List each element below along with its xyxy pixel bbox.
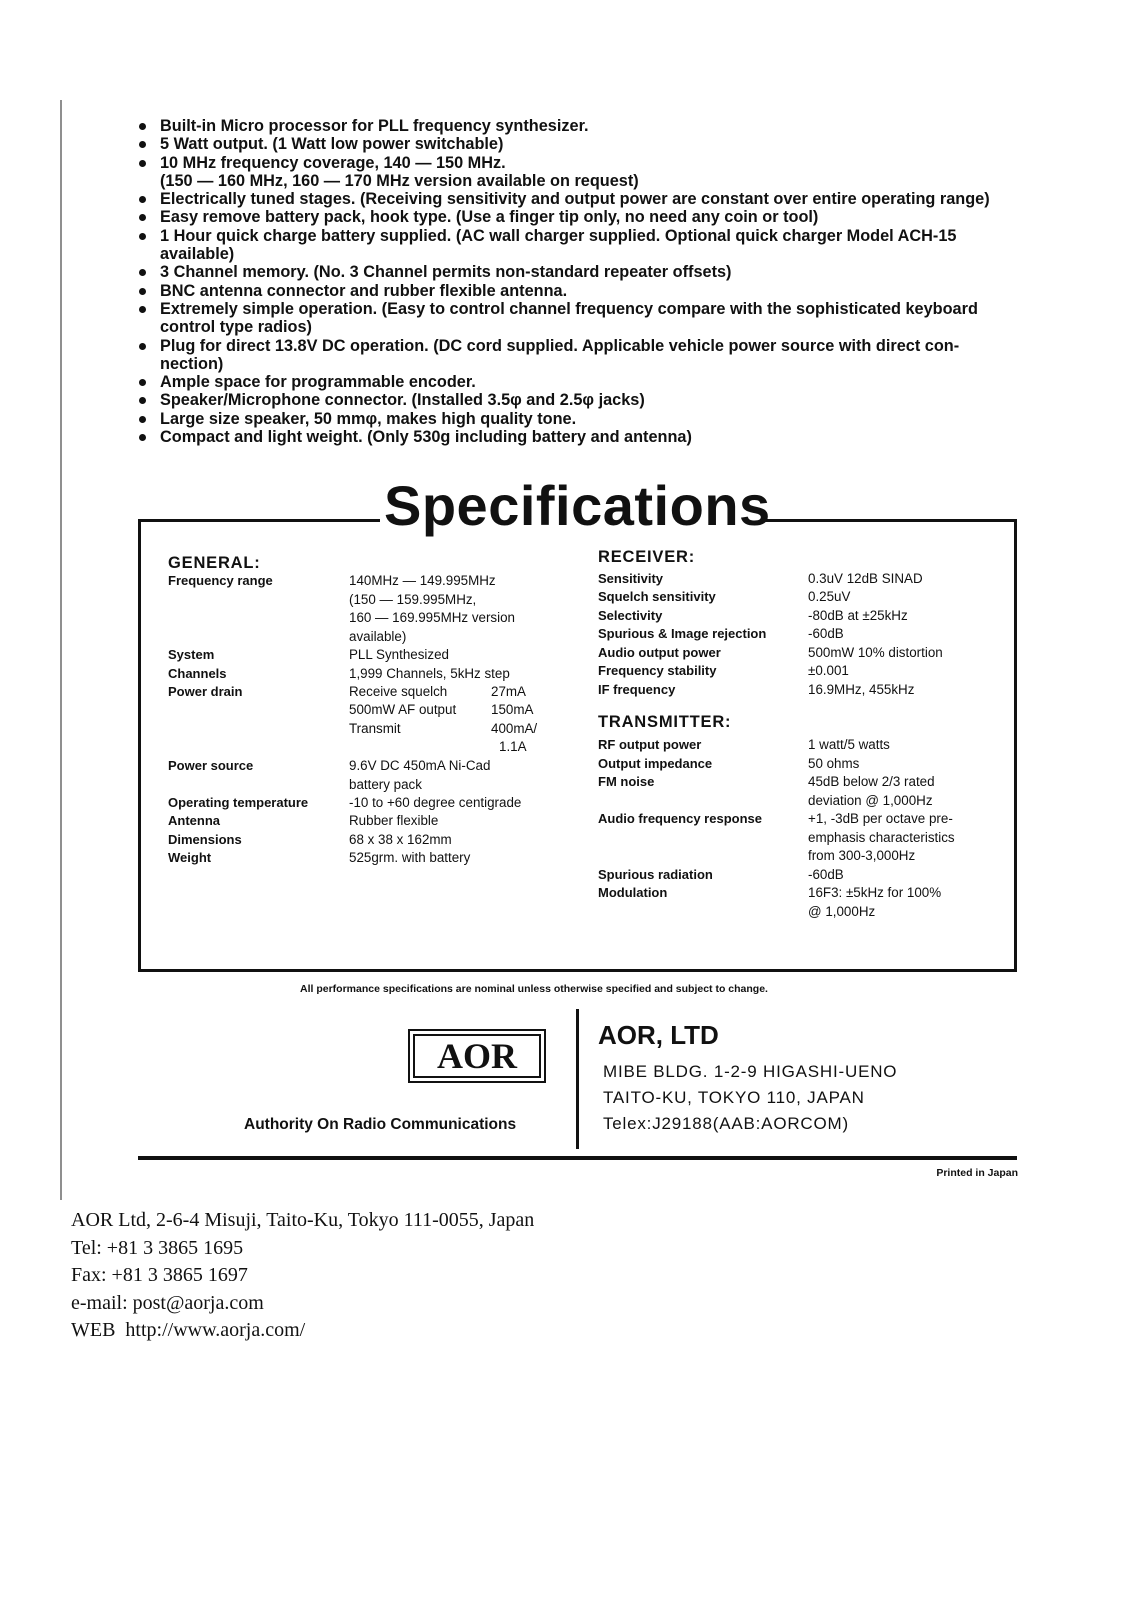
feature-item: Electrically tuned stages. (Receiving sensitivity and output power are constant over entire operating range) <box>137 190 1032 208</box>
spec-value: PLL Synthesized <box>349 647 449 662</box>
power-drain-value: 1.1A <box>499 739 527 754</box>
receiver-heading: RECEIVER: <box>598 548 696 566</box>
aor-logo <box>408 1029 546 1083</box>
feature-item: BNC antenna connector and rubber flexible antenna. <box>137 282 1032 300</box>
feature-item-continuation: available) <box>160 245 235 264</box>
spec-value: 50 ohms <box>808 756 860 771</box>
feature-item: Extremely simple operation. (Easy to control channel frequency compare with the sophisticated keyboard <box>137 300 1032 318</box>
spec-value: ±0.001 <box>808 663 849 678</box>
spec-label: Frequency stability <box>598 663 717 678</box>
spec-label: Power source <box>168 758 254 773</box>
contact-fax: Fax: +81 3 3865 1697 <box>71 1264 248 1286</box>
power-drain-value: 27mA <box>491 684 526 699</box>
spec-value: -60dB <box>808 867 844 882</box>
spec-label: Power drain <box>168 684 243 699</box>
spec-value: Rubber flexible <box>349 813 439 828</box>
spec-label: Output impedance <box>598 756 713 771</box>
spec-label: IF frequency <box>598 682 676 697</box>
feature-item: Large size speaker, 50 mmφ, makes high quality tone. <box>137 410 1032 428</box>
page-margin-line <box>60 100 62 1200</box>
spec-value: -80dB at ±25kHz <box>808 608 908 623</box>
general-heading: GENERAL: <box>168 554 261 572</box>
spec-value: 68 x 38 x 162mm <box>349 832 452 847</box>
spec-value: 0.25uV <box>808 589 851 604</box>
spec-value: 1,999 Channels, 5kHz step <box>349 666 510 681</box>
bottom-rule <box>138 1156 1017 1160</box>
feature-item-continuation: (150 — 160 MHz, 160 — 170 MHz version available on request) <box>160 171 639 190</box>
contact-web[interactable]: WEB http://www.aorja.com/ <box>71 1319 306 1341</box>
power-drain-name: Transmit <box>349 721 401 736</box>
spec-value: 16.9MHz, 455kHz <box>808 682 915 697</box>
spec-label: Audio frequency response <box>598 811 762 826</box>
spec-value: 140MHz — 149.995MHz (150 — 159.995MHz, 160 — 169.995MHz version available) <box>349 573 515 644</box>
spec-label: Antenna <box>168 813 220 828</box>
power-drain-name: 500mW AF output <box>349 702 457 717</box>
logo-divider <box>576 1009 579 1149</box>
company-address-line: MIBE BLDG. 1-2-9 HIGASHI-UENO <box>603 1062 898 1081</box>
spec-value: -60dB <box>808 626 844 641</box>
feature-item-continuation: control type radios) <box>160 318 312 337</box>
contact-email[interactable]: e-mail: post@aorja.com <box>71 1291 264 1314</box>
spec-label: Operating temperature <box>168 795 309 810</box>
spec-label: Modulation <box>598 885 668 900</box>
spec-label: Dimensions <box>168 832 242 847</box>
contact-address: AOR Ltd, 2-6-4 Misuji, Taito-Ku, Tokyo 111-0055, Japan <box>71 1209 535 1231</box>
feature-item: Built-in Micro processor for PLL frequency synthesizer. <box>137 117 1032 135</box>
contact-tel: Tel: +81 3 3865 1695 <box>71 1236 244 1259</box>
spec-label: Squelch sensitivity <box>598 589 716 604</box>
feature-item: 1 Hour quick charge battery supplied. (AC wall charger supplied. Optional quick charger Model ACH-15 <box>137 227 1032 245</box>
feature-item: 10 MHz frequency coverage, 140 — 150 MHz. <box>137 154 1032 172</box>
company-address-line: TAITO-KU, TOKYO 110, JAPAN <box>603 1088 865 1107</box>
receiver-transmitter-section <box>598 548 1008 938</box>
spec-label: System <box>168 647 215 662</box>
company-name: AOR, LTD <box>598 1020 719 1050</box>
spec-value: 0.3uV 12dB SINAD <box>808 571 923 586</box>
feature-item: Easy remove battery pack, hook type. (Use a finger tip only, no need any coin or tool) <box>137 208 1032 226</box>
feature-item: Speaker/Microphone connector. (Installed 3.5φ and 2.5φ jacks) <box>137 391 1032 409</box>
contact-block <box>71 1207 534 1345</box>
spec-value: 16F3: ±5kHz for 100% @ 1,000Hz <box>808 885 942 919</box>
company-tagline: Authority On Radio Communications <box>244 1116 517 1133</box>
feature-item: Ample space for programmable encoder. <box>137 373 1032 391</box>
spec-label: Sensitivity <box>598 571 664 586</box>
specifications-title: Specifications <box>384 474 771 537</box>
spec-label: Spurious & Image rejection <box>598 626 767 641</box>
spec-value: 525grm. with battery <box>349 850 471 865</box>
spec-label: Weight <box>168 850 212 865</box>
spec-value: 1 watt/5 watts <box>808 737 890 752</box>
aor-logo-text: AOR <box>413 1034 541 1078</box>
company-telex: Telex:J29188(AAB:AORCOM) <box>603 1114 849 1133</box>
spec-value: 500mW 10% distortion <box>808 645 943 660</box>
spec-label: Audio output power <box>598 645 721 660</box>
power-drain-name: Receive squelch <box>349 684 448 699</box>
power-drain-value: 400mA/ <box>491 721 538 736</box>
transmitter-heading: TRANSMITTER: <box>598 713 732 731</box>
spec-label: Selectivity <box>598 608 663 623</box>
feature-item-continuation: nection) <box>160 354 224 373</box>
spec-value: 9.6V DC 450mA Ni-Cad battery pack <box>349 758 491 792</box>
spec-label: Spurious radiation <box>598 867 713 882</box>
general-section <box>168 554 568 874</box>
feature-item: 5 Watt output. (1 Watt low power switchable) <box>137 135 1032 153</box>
feature-item: Compact and light weight. (Only 530g including battery and antenna) <box>137 428 1032 446</box>
spec-label: Channels <box>168 666 227 681</box>
spec-footnote: All performance specifications are nominal unless otherwise specified and subject to change. <box>300 983 768 995</box>
spec-value: 45dB below 2/3 rated deviation @ 1,000Hz <box>808 774 935 808</box>
spec-label: Frequency range <box>168 573 273 588</box>
spec-label: FM noise <box>598 774 655 789</box>
spec-value: -10 to +60 degree centigrade <box>349 795 522 810</box>
feature-item: Plug for direct 13.8V DC operation. (DC cord supplied. Applicable vehicle power source with direct con- <box>137 337 1032 355</box>
spec-label: RF output power <box>598 737 702 752</box>
spec-value: +1, -3dB per octave pre- emphasis characteristics from 300-3,000Hz <box>808 811 955 864</box>
printed-in-japan: Printed in Japan <box>936 1167 1018 1179</box>
feature-list <box>137 117 1032 446</box>
feature-item: 3 Channel memory. (No. 3 Channel permits non-standard repeater offsets) <box>137 263 1032 281</box>
power-drain-value: 150mA <box>491 702 534 717</box>
